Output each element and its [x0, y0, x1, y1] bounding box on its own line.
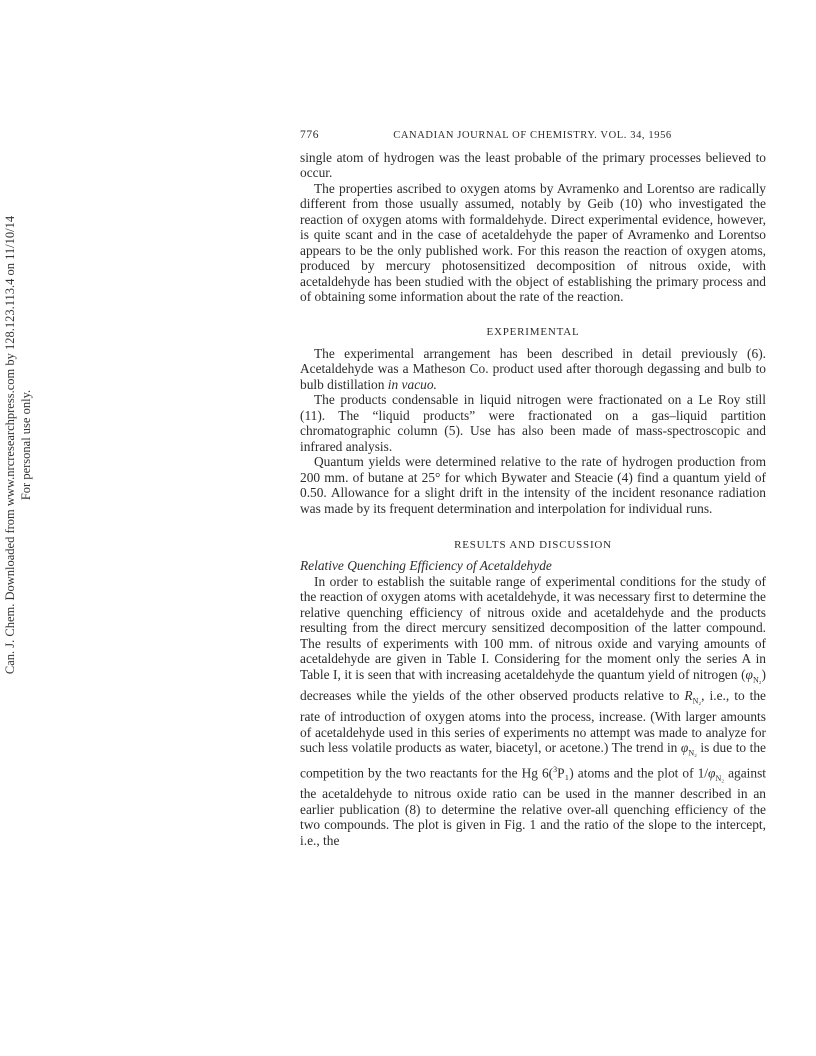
journal-title: CANADIAN JOURNAL OF CHEMISTRY. VOL. 34, 1956 — [393, 130, 672, 141]
paragraph-experimental-2: The products condensable in liquid nitrogen were fractionated on a Le Roy still (11). The “liquid products” were fractionated on a gas–liquid partition chromatographic column (5). Use has also been made of mass-spectroscopic and infrared analysis. — [300, 392, 766, 454]
paragraph-continued: single atom of hydrogen was the least probable of the primary processes believed to occur. — [300, 149, 766, 181]
paragraph-properties: The properties ascribed to oxygen atoms by Avramenko and Lorentso are radically different from those usually assumed, notably by Geib (10) who investigated the reaction of oxygen atoms with formaldehyde. Direct experimental evidence, however, is quite scant and in the case of acetaldehyde the paper of Avramenko and Lorentso appears to be the only published work. For this reason the reaction of oxygen atoms, produced by mercury photosensitized decomposition of nitrous oxide, with acetaldehyde has been studied with the object of establishing the primary process and of obtaining some information about the rate of the reaction. — [300, 180, 766, 305]
running-header — [300, 128, 766, 144]
download-watermark — [0, 195, 38, 695]
paragraph-results-1: In order to establish the suitable range of experimental conditions for the study of the reaction of oxygen atoms with acetaldehyde, it was necessary first to determine the relative quenching efficiency of nitrous oxide and acetaldehyde and the products resulting from the direct mercury sensitized decomposition of the latter compound. The results of experiments with 100 mm. of nitrous oxide and varying amounts of acetaldehyde are given in Table I. Considering for the moment only the series A in Table I, it is seen that with increasing acetaldehyde the quantum yield of nitrogen $(\varphi_{N_2})$ decreases while the yields of the other observed products relative to $R_{N_2}$, i.e., to the rate of introduction of oxygen atoms into the process, increase. (With larger amounts of acetaldehyde used in this series of experiments no attempt was made to analyze for such less volatile products as water, biacetyl, or acetone.) The trend in $\varphi_{N_2}$ is due to the competition by the two reactants for the Hg 6($^3$P₁) atoms and the plot of $1/\varphi_{N_2}$ against the acetaldehyde to nitrous oxide ratio can be used in the manner described in an earlier publication (8) to determine the relative over-all quenching efficiency of the two compounds. The plot is given in Fig. 1 and the ratio of the slope to the intercept, i.e., the — [300, 573, 766, 849]
paragraph-experimental-1: The experimental arrangement has been described in detail previously (6). Acetaldehyde was a Matheson Co. product used after thorough degassing and bulb to bulb distillation in vacuo. — [300, 345, 766, 392]
paragraph-experimental-3: Quantum yields were determined relative to the rate of hydrogen production from 200 mm. of butane at 25° for which Bywater and Steacie (4) find a quantum yield of 0.50. Allowance for a slight drift in the intensity of the incident resonance radiation was made by its frequent determination and interpolation for individual runs. — [300, 454, 766, 517]
journal-page — [300, 128, 766, 849]
heading-experimental: EXPERIMENTAL — [486, 326, 580, 339]
subheading-quenching: Relative Quenching Efficiency of Acetaldehyde — [300, 558, 552, 574]
page-number: 776 — [300, 129, 320, 141]
watermark-line-2: For personal use only. — [19, 389, 33, 501]
italic-in-vacuo: in vacuo. — [387, 376, 437, 392]
watermark-line-1: Can. J. Chem. Downloaded from www.nrcresearchpress.com by 128.123.113.4 on 11/10/14 — [3, 215, 17, 675]
heading-results: RESULTS AND DISCUSSION — [454, 538, 612, 551]
